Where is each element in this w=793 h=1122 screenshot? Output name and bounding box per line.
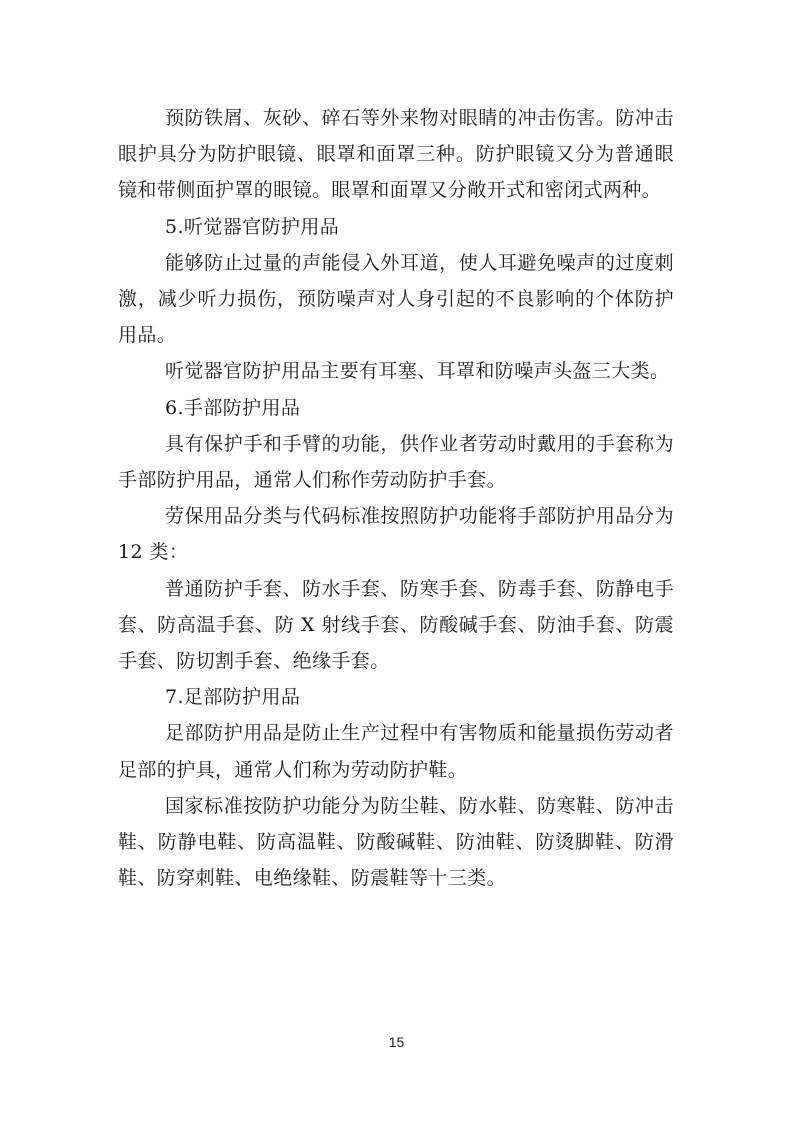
heading-hearing-protection: 5.听觉器官防护用品	[165, 215, 340, 238]
paragraph-hearing-types: 听觉器官防护用品主要有耳塞、耳罩和防噪声头盔三大类。	[165, 360, 670, 383]
page-number: 15	[388, 1034, 405, 1050]
paragraph-glove-list: 普通防护手套、防水手套、防寒手套、防毒手套、防静电手套、防高温手套、防 X 射线手套、防酸碱手套、防油手套、防震手套、防切割手套、绝缘手套。	[118, 577, 674, 673]
heading-foot-protection: 7.足部防护用品	[165, 686, 301, 709]
paragraph-hand-classification: 劳保用品分类与代码标准按照防护功能将手部防护用品分为 12 类：	[118, 505, 674, 564]
paragraph-eye-protection: 预防铁屑、灰砂、碎石等外来物对眼睛的冲击伤害。防冲击眼护具分为防护眼镜、眼罩和面罩三种。防护眼镜又分为普通眼镜和带侧面护罩的眼镜。眼罩和面罩又分敞开式和密闭式两种。	[118, 107, 674, 202]
document-page	[118, 100, 674, 896]
paragraph-foot-definition: 足部防护用品是防止生产过程中有害物质和能量损伤劳动者足部的护具，通常人们称为劳动防护鞋。	[118, 722, 674, 781]
paragraph-hand-definition: 具有保护手和手臂的功能，供作业者劳动时戴用的手套称为手部防护用品，通常人们称作劳动防护手套。	[118, 432, 674, 492]
heading-hand-protection: 6.手部防护用品	[165, 396, 301, 419]
paragraph-hearing-definition: 能够防止过量的声能侵入外耳道，使人耳避免噪声的过度刺激，减少听力损伤，预防噪声对人身引起的不良影响的个体防护用品。	[118, 251, 674, 347]
paragraph-shoe-list: 国家标准按防护功能分为防尘鞋、防水鞋、防寒鞋、防冲击鞋、防静电鞋、防高温鞋、防酸碱鞋、防油鞋、防烫脚鞋、防滑鞋、防穿刺鞋、电绝缘鞋、防震鞋等十三类。	[118, 794, 674, 890]
